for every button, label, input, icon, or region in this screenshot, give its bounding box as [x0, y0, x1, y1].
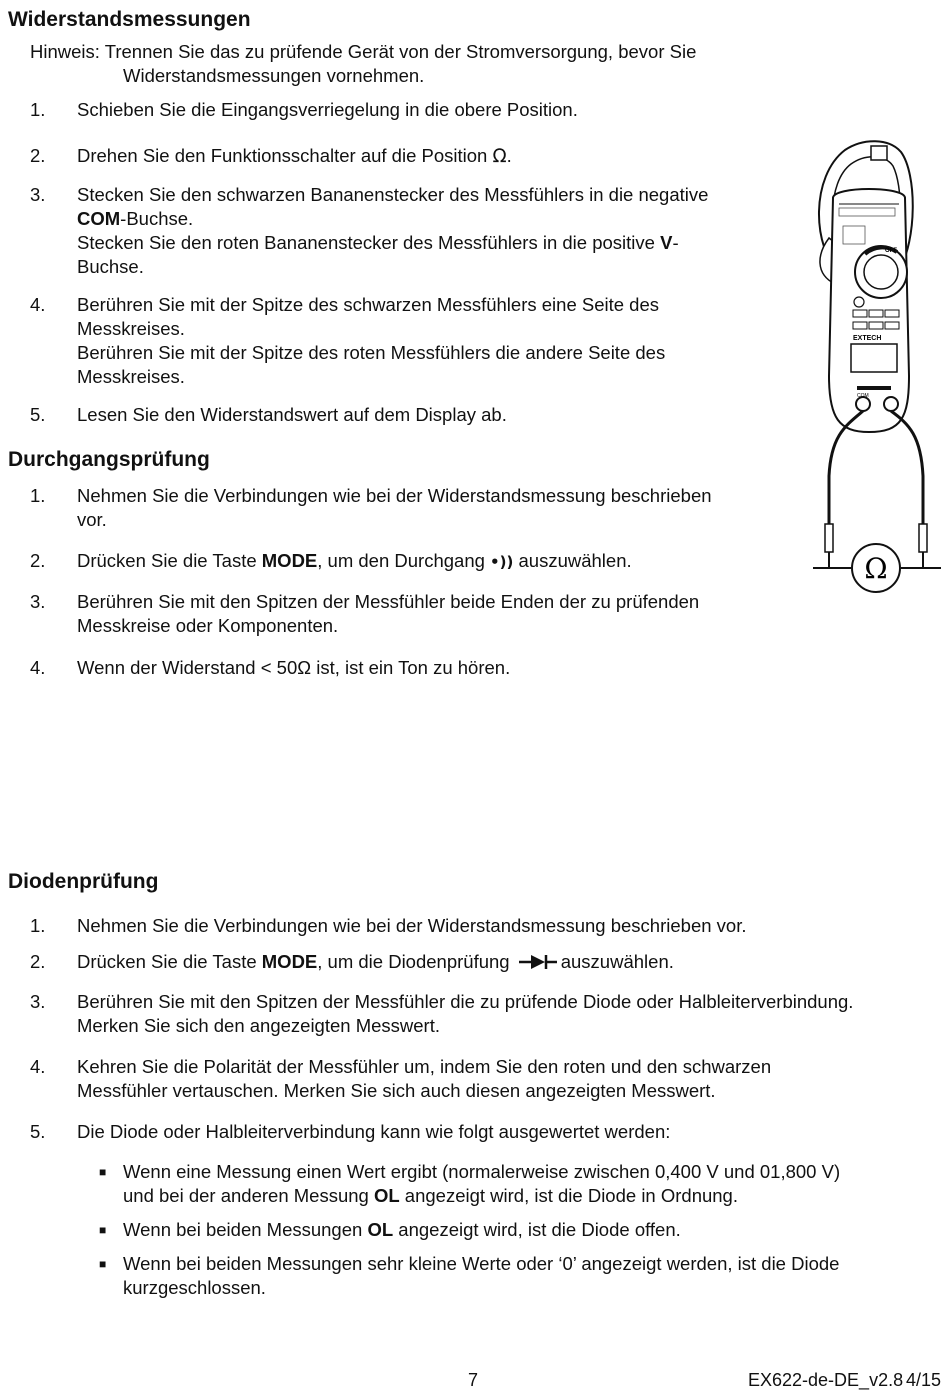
step-text: Wenn der Widerstand < 50Ω ist, ist ein Ton zu hören.: [77, 657, 511, 678]
step-text: Schieben Sie die Eingangsverriegelung in die obere Position.: [77, 99, 578, 120]
step-text: Merken Sie sich den angezeigten Messwert.: [77, 1015, 440, 1036]
step-text: Berühren Sie mit der Spitze des roten Messfühlers die andere Seite des: [77, 342, 666, 363]
step-text: Messkreises.: [77, 366, 185, 387]
step-text: Drehen Sie den Funktionsschalter auf die Position Ω.: [77, 145, 512, 167]
bullet-icon: ■: [99, 1223, 107, 1237]
v-jack: [884, 397, 898, 411]
section-title-diode: Diodenprüfung: [8, 870, 159, 893]
doc-id: EX622-de-DE_v2.8: [748, 1370, 904, 1390]
com-jack: [856, 397, 870, 411]
continuity-icon: •)): [490, 553, 514, 571]
step-text: Berühren Sie mit der Spitze des schwarzen Messfühlers eine Seite des: [77, 294, 660, 315]
step-text: Stecken Sie den schwarzen Bananenstecker des Messfühlers in die negative: [77, 184, 709, 205]
bullet-text: Wenn bei beiden Messungen sehr kleine Werte oder ‘0’ angezeigt werden, ist die Diode: [123, 1253, 840, 1274]
step-text: COM-Buchse.: [77, 208, 194, 229]
step-number: 4.: [30, 294, 46, 315]
bullet-text: und bei der anderen Messung OL angezeigt wird, ist die Diode in Ordnung.: [123, 1185, 738, 1206]
step-text: Buchse.: [77, 256, 144, 277]
omega-label: Ω: [864, 552, 888, 585]
red-lead: [891, 411, 923, 524]
step-number: 4.: [30, 657, 46, 678]
step-number: 1.: [30, 915, 46, 936]
step-text: Berühren Sie mit den Spitzen der Messfühler die zu prüfende Diode oder Halbleiterverbindung.: [77, 991, 854, 1012]
bullet-icon: ■: [99, 1257, 107, 1271]
section-title-continuity: Durchgangsprüfung: [8, 448, 210, 471]
page-count: 4/15: [906, 1370, 942, 1390]
off-label: OFF: [885, 248, 897, 254]
step-text: Berühren Sie mit den Spitzen der Messfühler beide Enden der zu prüfenden: [77, 591, 700, 612]
step-number: 5.: [30, 404, 46, 425]
step-text: Nehmen Sie die Verbindungen wie bei der Widerstandsmessung beschrieben vor.: [77, 915, 747, 936]
step-number: 4.: [30, 1056, 46, 1077]
step-text: Drücken Sie die Taste MODE, um den Durchgang •)) auszuwählen.: [77, 550, 632, 571]
step-number: 3.: [30, 591, 46, 612]
step-text: Messkreises.: [77, 318, 185, 339]
note-line-2: Widerstandsmessungen vornehmen.: [123, 65, 425, 86]
bullet-text: kurzgeschlossen.: [123, 1277, 266, 1298]
bullet-text: Wenn bei beiden Messungen OL angezeigt wird, ist die Diode offen.: [123, 1219, 681, 1240]
brand-label: EXTECH: [853, 335, 882, 342]
step-text: Nehmen Sie die Verbindungen wie bei der Widerstandsmessung beschrieben: [77, 485, 712, 506]
step-text: vor.: [77, 509, 107, 530]
step-number: 2.: [30, 951, 46, 972]
meter-display: [851, 344, 897, 372]
com-label: COM: [857, 393, 869, 399]
step-text: Die Diode oder Halbleiterverbindung kann wie folgt ausgewertet werden:: [77, 1121, 671, 1142]
bullet-text: Wenn eine Messung einen Wert ergibt (normalerweise zwischen 0,400 V und 01,800 V): [123, 1161, 841, 1182]
step-number: 3.: [30, 991, 46, 1012]
step-number: 2.: [30, 550, 46, 571]
bullet-icon: ■: [99, 1165, 107, 1179]
section-title-resistance: Widerstandsmessungen: [8, 8, 251, 31]
step-number: 5.: [30, 1121, 46, 1142]
step-text: Messkreise oder Komponenten.: [77, 615, 339, 636]
step-text: Lesen Sie den Widerstandswert auf dem Display ab.: [77, 404, 507, 425]
note-line-1: Hinweis: Trennen Sie das zu prüfende Gerät von der Stromversorgung, bevor Sie: [30, 41, 697, 62]
diode-icon: [519, 954, 557, 970]
step-text: Kehren Sie die Polarität der Messfühler um, indem Sie den roten und den schwarzen: [77, 1056, 772, 1077]
step-number: 1.: [30, 485, 46, 506]
step-number: 1.: [30, 99, 46, 120]
ohm-symbol: Ω: [492, 146, 507, 167]
step-text: Stecken Sie den roten Bananenstecker des Messfühlers in die positive V-: [77, 232, 679, 253]
step-number: 3.: [30, 184, 46, 205]
step-number: 2.: [30, 145, 46, 166]
clamp-meter-figure: [805, 136, 945, 596]
page-number: 7: [468, 1370, 479, 1390]
step-text: Drücken Sie die Taste MODE, um die Diodenprüfung auszuwählen.: [77, 951, 674, 972]
step-text: Messfühler vertauschen. Merken Sie sich auch diesen angezeigten Messwert.: [77, 1080, 716, 1101]
